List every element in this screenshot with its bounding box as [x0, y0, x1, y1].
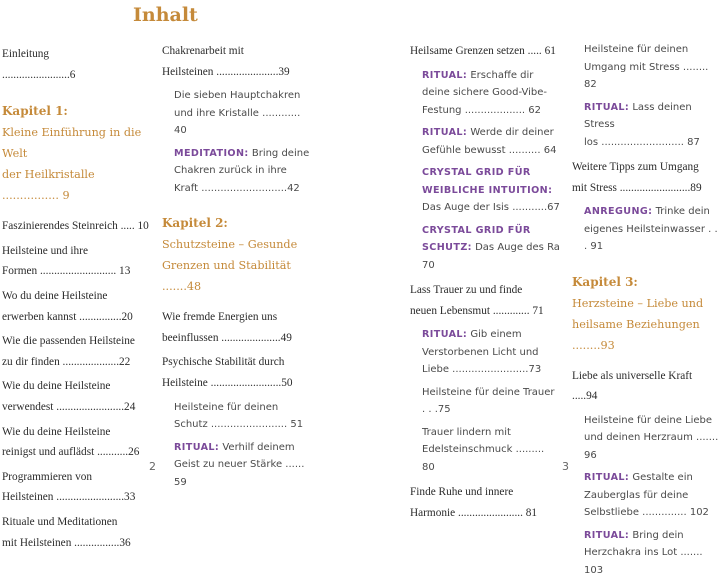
toc-entry-line: Umgang mit Stress ........ 82 — [584, 61, 709, 90]
toc-entry-line — [422, 182, 560, 200]
toc-entry-label: ANREGUNG: — [584, 206, 653, 218]
toc-entry-first-line — [584, 527, 720, 545]
toc-column-1 — [2, 44, 150, 553]
toc-entry[interactable] — [572, 157, 720, 198]
toc-entry[interactable] — [162, 352, 312, 393]
toc-entry[interactable] — [572, 412, 720, 465]
toc-entry[interactable] — [410, 164, 560, 217]
toc-entry[interactable] — [572, 469, 720, 522]
toc-entry-text: Bring deine — [251, 147, 310, 159]
toc-entry-line: Heilsteinen ......................39 — [162, 65, 290, 78]
toc-entry[interactable] — [410, 41, 560, 62]
chapter-heading: Kapitel 1: — [2, 104, 68, 119]
toc-entry-line: mit Heilsteinen ................36 — [2, 536, 131, 549]
toc-entry-label: RITUAL: — [422, 329, 468, 341]
toc-entry-line: Wie fremde Energien uns — [162, 311, 278, 324]
toc-entry-text: Verhilf deinem — [222, 441, 295, 453]
toc-entry-line: Kleine Einführung in die Welt — [2, 126, 142, 161]
toc-entry-line: Liebe als universelle Kraft .....94 — [572, 369, 693, 403]
toc-column-4 — [572, 41, 720, 579]
toc-entry[interactable] — [410, 222, 560, 275]
toc-entry[interactable] — [162, 41, 312, 82]
toc-entry-line: erwerben kannst ...............20 — [2, 310, 133, 323]
toc-entry[interactable] — [410, 124, 560, 159]
toc-column-3 — [410, 41, 560, 523]
toc-entry-line: Heilsteine für deinen — [174, 401, 279, 413]
toc-entry-line: Faszinierendes Steinreich ..... 10 — [2, 220, 149, 233]
toc-entry-first-line — [422, 326, 560, 344]
toc-entry-line: Trauer lindern mit — [422, 426, 511, 438]
toc-entry-line: Grenzen und Stabilität .......48 — [162, 259, 291, 294]
toc-entry-first-line — [174, 145, 312, 163]
toc-entry-line: eigenes Heilsteinwasser . . . 91 — [584, 223, 718, 253]
toc-entry-line: Wie du deine Heilsteine — [2, 425, 111, 438]
toc-entry-line: Heilsteine für deinen — [584, 44, 689, 55]
toc-entry-line: heilsame Beziehungen ........93 — [572, 317, 700, 352]
toc-entry-line: verwendest ........................24 — [2, 400, 136, 413]
toc-entry-line: beeinflussen .....................49 — [162, 331, 292, 344]
toc-entry[interactable] — [2, 512, 150, 553]
toc-entry-line: Kraft ...........................42 — [174, 182, 300, 194]
toc-entry-text: Bring dein — [632, 529, 684, 541]
toc-entry-line: Heilsteinen ........................33 — [2, 491, 136, 504]
toc-entry-text: Gestalte ein — [632, 472, 693, 484]
toc-entry-line: Heilsteine für deine Liebe — [584, 414, 713, 426]
toc-entry-line: Lass Trauer zu und finde — [410, 284, 523, 297]
toc-entry-label: RITUAL: — [174, 441, 220, 453]
toc-entry-line: Heilsame Grenzen setzen ..... 61 — [410, 45, 556, 57]
toc-entry-line: der Heilkristalle ................ 9 — [2, 168, 95, 203]
toc-entry-label: RITUAL: — [584, 529, 630, 541]
toc-entry-line: Verstorbenen Licht und — [422, 346, 539, 358]
toc-entry-first-line — [422, 164, 560, 182]
toc-entry-first-line — [584, 469, 720, 487]
toc-entry-first-line — [174, 439, 312, 457]
toc-entry-line: Wie du deine Heilsteine — [2, 380, 111, 393]
toc-entry-line: Schutzsteine – Gesunde — [162, 238, 298, 252]
toc-entry-label: RITUAL: — [422, 69, 468, 81]
toc-entry-line: reinigst und auflädst ...........26 — [2, 446, 140, 459]
toc-column-2 — [162, 41, 312, 491]
toc-entry-line: Die sieben Hauptchakren — [174, 90, 301, 102]
toc-entry[interactable] — [410, 280, 560, 321]
toc-entry-text: Lass deinen Stress — [584, 101, 692, 130]
toc-entry-line: Herzsteine – Liebe und — [572, 296, 704, 310]
toc-entry[interactable] — [162, 307, 312, 348]
toc-entry-label: RITUAL: — [422, 127, 468, 139]
toc-entry-line: los .......................... 87 — [584, 136, 700, 148]
toc-entry-line: und ihre Kristalle ............ 40 — [174, 107, 301, 137]
toc-entry[interactable] — [410, 424, 560, 477]
toc-entry-line: Wo du deine Heilsteine — [2, 289, 108, 302]
toc-entry-text: Erschaffe dir — [470, 69, 534, 81]
toc-entry-line: Herzchakra ins Lot ....... 103 — [584, 547, 703, 576]
toc-entry-text: Gib einem — [470, 329, 522, 341]
toc-entry-line — [422, 239, 560, 274]
toc-entry-line: und deinen Herzraum ....... 96 — [584, 432, 719, 461]
toc-entry[interactable] — [410, 326, 560, 379]
toc-entry[interactable] — [162, 439, 312, 492]
toc-entry[interactable] — [2, 216, 150, 237]
toc-entry[interactable] — [2, 241, 150, 282]
toc-entry-line: Heilsteine .........................50 — [162, 376, 293, 389]
toc-entry[interactable] — [2, 44, 150, 85]
toc-entry[interactable] — [2, 331, 150, 372]
toc-entry-text: Das Auge des Ra 70 — [422, 242, 560, 271]
chapter-heading: Kapitel 2: — [162, 216, 228, 231]
toc-entry-label: CRYSTAL GRID FÜR — [422, 167, 531, 179]
toc-entry-line: Zauberglas für deine — [584, 489, 689, 501]
toc-entry-label: RITUAL: — [584, 101, 630, 113]
toc-entry-line: Liebe ........................73 — [422, 364, 542, 376]
toc-entry-label: WEIBLICHE INTUITION: — [422, 184, 553, 196]
toc-entry-line: Psychische Stabilität durch — [162, 356, 285, 369]
toc-entry-text: Trinke dein — [655, 206, 710, 218]
toc-entry[interactable] — [410, 384, 560, 419]
toc-entry-label: CRYSTAL GRID FÜR — [422, 224, 531, 236]
toc-entry-line: Das Auge der Isis ...........67 — [422, 202, 560, 214]
toc-entry-line: Edelsteinschmuck ......... 80 — [422, 444, 545, 473]
toc-entry-line: Gefühle bewusst .......... 64 — [422, 144, 557, 156]
toc-entry[interactable] — [572, 99, 720, 152]
page-number-right: 3 — [562, 460, 569, 473]
toc-entry-line: Selbstliebe .............. 102 — [584, 507, 709, 519]
toc-entry[interactable] — [2, 286, 150, 327]
toc-entry-first-line — [584, 99, 720, 134]
toc-entry[interactable] — [410, 482, 560, 523]
toc-entry[interactable] — [572, 272, 720, 356]
toc-entry[interactable] — [2, 467, 150, 508]
toc-entry-line: Wie die passenden Heilsteine — [2, 335, 135, 348]
toc-entry-line: Rituale und Meditationen — [2, 515, 118, 528]
toc-entry-line: Schutz ........................ 51 — [174, 419, 304, 431]
toc-entry-first-line — [422, 124, 560, 142]
toc-entry-line: Finde Ruhe und innere — [410, 486, 514, 499]
toc-entry[interactable] — [572, 366, 720, 407]
toc-entry-line: neuen Lebensmut ............. 71 — [410, 304, 544, 317]
toc-entry[interactable] — [2, 376, 150, 417]
toc-entry[interactable] — [162, 399, 312, 434]
toc-entry-line: Heilsteine für deine Trauer . . .75 — [422, 386, 555, 416]
toc-entry-line: Chakren zurück in ihre — [174, 165, 287, 177]
chapter-heading: Kapitel 3: — [572, 274, 638, 289]
toc-entry-label: SCHUTZ: — [422, 242, 472, 254]
toc-entry-line: Formen ........................... 13 — [2, 265, 131, 278]
toc-entry-label: RITUAL: — [584, 472, 630, 484]
toc-entry-line: Chakrenarbeit mit — [162, 45, 244, 57]
toc-entry[interactable] — [572, 527, 720, 579]
toc-entry-line: Heilsteine und ihre — [2, 244, 88, 257]
toc-entry[interactable] — [162, 87, 312, 140]
toc-entry-first-line — [584, 203, 720, 221]
toc-entry-line: Programmieren von — [2, 470, 93, 483]
page-number-left: 2 — [149, 460, 156, 473]
toc-entry[interactable] — [410, 67, 560, 120]
toc-entry-first-line — [422, 67, 560, 85]
toc-entry[interactable] — [2, 101, 150, 206]
toc-entry-line: Einleitung — [2, 48, 50, 60]
toc-entry-line: Festung ................... 62 — [422, 104, 541, 116]
toc-entry[interactable] — [572, 41, 720, 94]
toc-entry-first-line — [422, 222, 560, 240]
toc-entry[interactable] — [162, 213, 312, 297]
toc-entry-line: Harmonie ....................... 81 — [410, 506, 538, 519]
toc-entry-line: mit Stress .........................89 — [572, 181, 702, 194]
toc-entry[interactable] — [162, 145, 312, 198]
toc-entry-line: deine sichere Good-Vibe- — [422, 87, 548, 99]
toc-entry[interactable] — [2, 422, 150, 463]
toc-entry[interactable] — [572, 203, 720, 256]
toc-entry-line: ........................6 — [2, 68, 76, 81]
toc-entry-text: Werde dir deiner — [470, 127, 554, 139]
toc-entry-label: MEDITATION: — [174, 147, 249, 159]
toc-entry-line: Geist zu neuer Stärke ...... 59 — [174, 459, 305, 488]
toc-entry-line: zu dir finden ....................22 — [2, 355, 131, 368]
toc-entry-line: Weitere Tipps zum Umgang — [572, 161, 699, 173]
page-title: Inhalt — [133, 4, 198, 26]
